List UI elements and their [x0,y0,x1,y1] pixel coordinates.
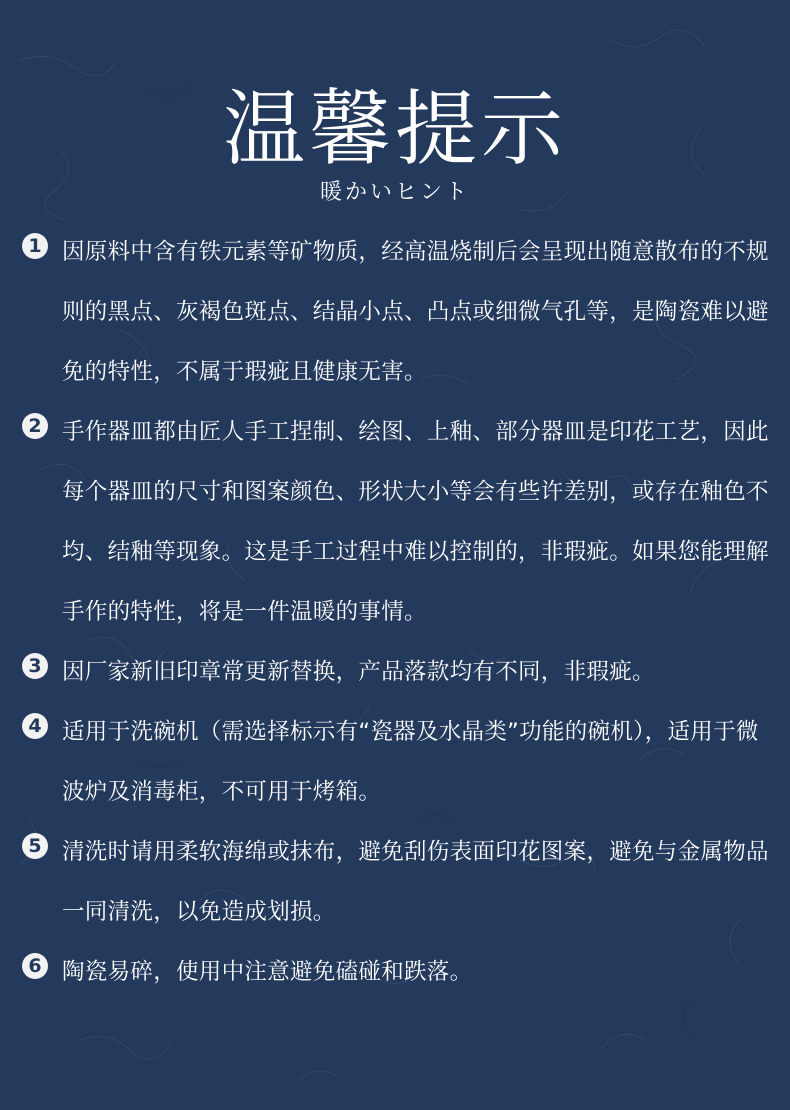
tip-item-4 [22,702,772,822]
tip-text: 陶瓷易碎，使用中注意避免磕碰和跌落。 [62,959,473,985]
tip-number-badge: 4 [22,713,48,739]
tip-item-5 [22,822,772,942]
tip-number-badge: 1 [22,233,48,259]
tip-text: 清洗时请用柔软海绵或抹布，避免刮伤表面印花图案，避免与金属物品一同清洗，以免造成划损。 [62,839,769,925]
tip-text: 因原料中含有铁元素等矿物质，经高温烧制后会呈现出随意散布的不规则的黑点、灰褐色斑点、结晶小点、凸点或细微气孔等，是陶瓷难以避免的特性，不属于瑕疵且健康无害。 [62,239,769,385]
tip-number-badge: 3 [22,653,48,679]
tip-item-2 [22,402,772,642]
tip-text: 适用于洗碗机（需选择标示有“瓷器及水晶类”功能的碗机），适用于微波炉及消毒柜，不可用于烤箱。 [62,719,759,805]
tip-number-badge: 2 [22,413,48,439]
tip-text: 因厂家新旧印章常更新替换，产品落款均有不同，非瑕疵。 [62,659,655,685]
tip-item-3 [22,642,772,702]
tips-list [22,222,772,1002]
page-title: 温馨提示 [222,82,567,177]
tip-number-badge: 5 [22,833,48,859]
page-subtitle: 暖かいヒント [319,180,470,205]
tip-text: 手作器皿都由匠人手工捏制、绘图、上釉、部分器皿是印花工艺，因此每个器皿的尺寸和图案颜色、形状大小等会有些许差别，或存在釉色不均、结釉等现象。这是手工过程中难以控制的，非瑕疵。如果您能理解手作的特性，将是一件温暖的事情。 [62,419,769,625]
tip-number-badge: 6 [22,953,48,979]
tip-item-6 [22,942,772,1002]
tip-item-1 [22,222,772,402]
